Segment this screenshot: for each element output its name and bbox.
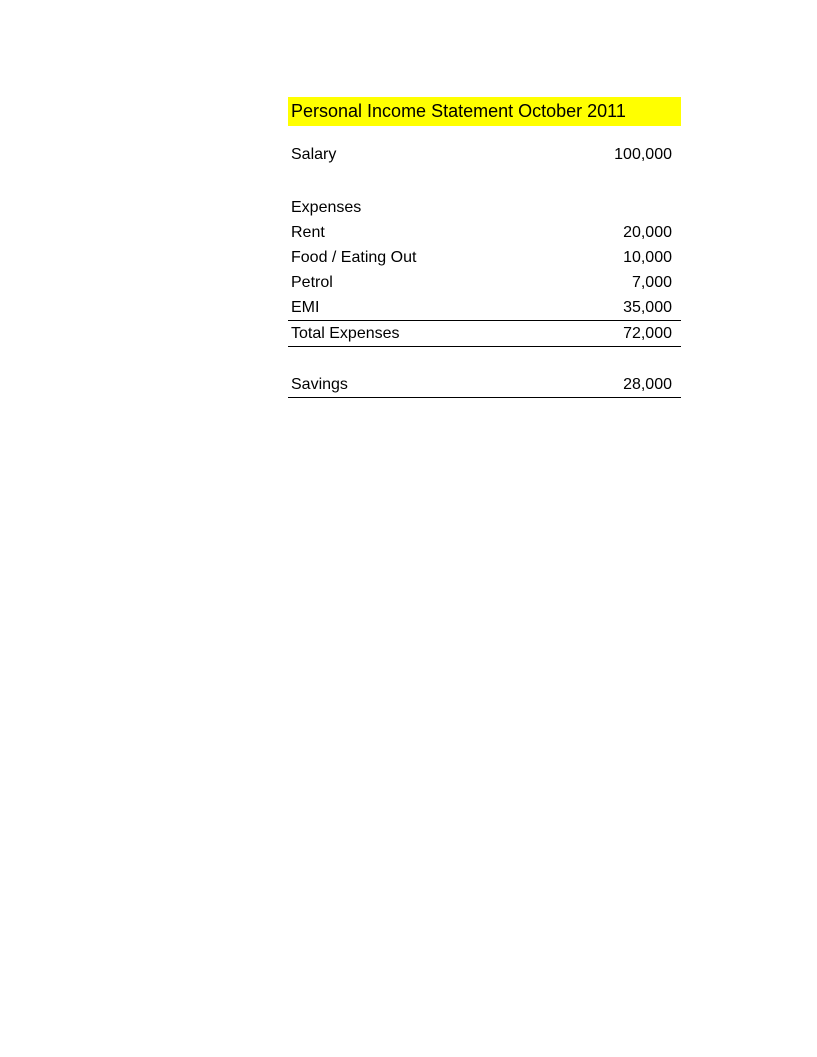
expenses-header-row (288, 195, 681, 220)
expense-label: Petrol (291, 273, 333, 291)
expense-label: Food / Eating Out (291, 248, 417, 266)
savings-value: 28,000 (623, 375, 672, 393)
savings-row (288, 372, 681, 398)
salary-value: 100,000 (614, 145, 672, 163)
total-expenses-label: Total Expenses (291, 324, 400, 342)
expense-label: Rent (291, 223, 325, 241)
expenses-header: Expenses (291, 198, 362, 216)
expense-row-petrol (288, 270, 681, 295)
total-expenses-row (288, 320, 681, 347)
income-statement (288, 97, 681, 398)
salary-label: Salary (291, 145, 337, 163)
expense-row-emi (288, 295, 681, 320)
expense-value: 7,000 (631, 273, 672, 291)
expense-value: 20,000 (623, 223, 672, 241)
savings-label: Savings (291, 375, 348, 393)
expense-row-food (288, 245, 681, 270)
blank-row (288, 170, 681, 195)
expense-label: EMI (291, 298, 320, 316)
expense-value: 35,000 (623, 298, 672, 316)
salary-row (288, 139, 681, 170)
blank-row (288, 126, 681, 139)
expense-value: 10,000 (623, 248, 672, 266)
statement-title: Personal Income Statement October 2011 (288, 97, 681, 126)
blank-row (288, 347, 681, 372)
total-expenses-value: 72,000 (623, 324, 672, 342)
expense-row-rent (288, 220, 681, 245)
